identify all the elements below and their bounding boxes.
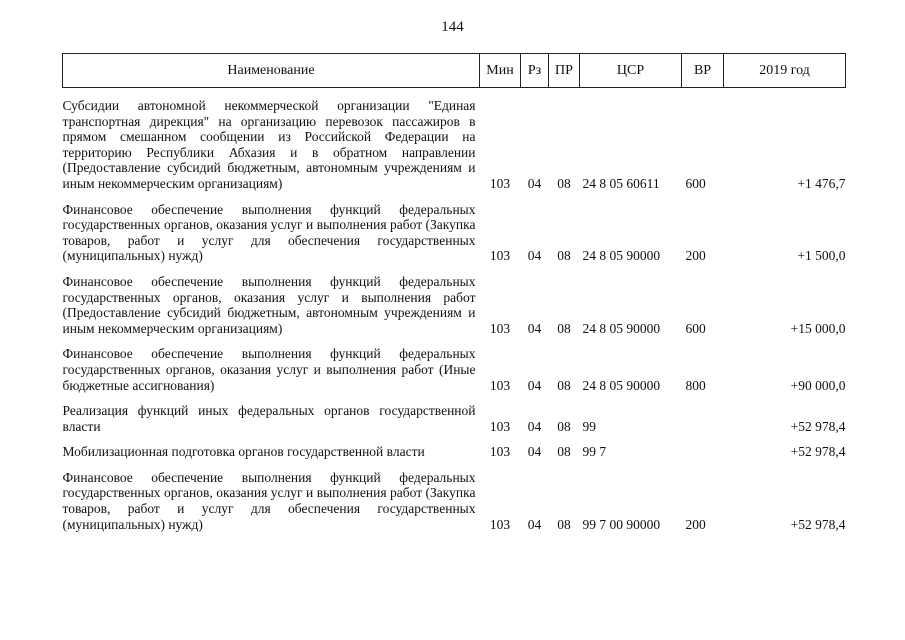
row-amount: +52 978,4 — [790, 516, 846, 532]
row-pr: 08 — [557, 320, 571, 336]
table-row — [63, 403, 846, 434]
row-csr: 99 7 00 90000 — [582, 516, 661, 532]
table-row — [63, 274, 846, 336]
row-rz: 04 — [527, 444, 542, 460]
row-name: Финансовое обеспечение выполнения функций федеральных государственных органов, оказания услуг и выполнения работ (Иные бюджетные ассигнования) — [62, 346, 476, 393]
row-rz: 04 — [527, 248, 542, 264]
row-min: 103 — [489, 248, 511, 264]
row-pr: 08 — [557, 175, 571, 191]
page-number: 144 — [441, 19, 464, 35]
row-vr: 800 — [685, 377, 706, 393]
row-rz: 04 — [527, 377, 542, 393]
row-vr — [682, 403, 724, 434]
header-min: Мин — [480, 54, 521, 88]
row-min: 103 — [489, 320, 511, 336]
table-row — [63, 444, 846, 460]
table-row — [63, 98, 846, 192]
row-amount: +90 000,0 — [790, 377, 846, 393]
row-vr: 600 — [685, 175, 706, 191]
row-csr: 24 8 05 60611 — [582, 175, 660, 191]
row-rz: 04 — [527, 175, 542, 191]
row-pr: 08 — [557, 444, 571, 460]
row-amount: +52 978,4 — [790, 418, 846, 434]
row-min: 103 — [489, 418, 511, 434]
row-name: Реализация функций иных федеральных органов государственной власти — [62, 403, 476, 434]
row-min: 103 — [489, 516, 511, 532]
table-row — [63, 202, 846, 264]
row-name: Финансовое обеспечение выполнения функций федеральных государственных органов, оказания услуг и выполнения работ (Закупка товаров, работ и услуг для обеспечения государственных (муниципальных) нужд) — [62, 201, 476, 264]
row-vr: 600 — [685, 320, 706, 336]
row-vr: 200 — [685, 248, 706, 264]
row-min: 103 — [489, 377, 511, 393]
row-min: 103 — [489, 175, 511, 191]
row-name: Финансовое обеспечение выполнения функций федеральных государственных органов, оказания услуг и выполнения работ (Закупка товаров, работ и услуг для обеспечения государственных (муниципальных) нужд) — [62, 469, 476, 532]
row-pr: 08 — [557, 516, 571, 532]
budget-table — [62, 53, 846, 532]
table-row — [63, 346, 846, 393]
row-name: Субсидии автономной некоммерческой организации "Единая транспортная дирекция" на организацию перевозок пассажиров в прямом смешанном сообщении из Российской Федерации на территорию Республики Абхазия и в обратном направлении (Предоставление субсидий бюджетным, автономным учреждениям и иным некоммерческим организациям) — [62, 98, 476, 191]
table-row — [63, 470, 846, 532]
row-csr: 99 — [582, 418, 596, 434]
header-pr: ПР — [549, 54, 580, 88]
row-pr: 08 — [557, 418, 571, 434]
row-amount: +52 978,4 — [790, 444, 846, 460]
row-min: 103 — [489, 444, 511, 460]
row-rz: 04 — [527, 516, 542, 532]
row-rz: 04 — [527, 320, 542, 336]
row-vr — [682, 444, 724, 460]
header-rz: Рз — [521, 54, 549, 88]
row-csr: 24 8 05 90000 — [582, 377, 661, 393]
row-pr: 08 — [557, 248, 571, 264]
row-name: Финансовое обеспечение выполнения функций федеральных государственных органов, оказания услуг и выполнения работ (Предоставление субсидий бюджетным, автономным учреждениям и иным некоммерческим организациям) — [62, 273, 476, 336]
row-amount: +1 476,7 — [797, 175, 846, 191]
table-header-row — [63, 54, 846, 88]
row-csr: 24 8 05 90000 — [582, 320, 661, 336]
row-pr: 08 — [557, 377, 571, 393]
header-csr: ЦСР — [580, 54, 682, 88]
row-vr: 200 — [685, 516, 706, 532]
row-amount: +1 500,0 — [797, 248, 846, 264]
row-rz: 04 — [527, 418, 542, 434]
row-amount: +15 000,0 — [790, 320, 846, 336]
header-year: 2019 год — [724, 54, 846, 88]
row-name: Мобилизационная подготовка органов государственной власти — [62, 444, 425, 460]
header-vr: ВР — [682, 54, 724, 88]
header-name: Наименование — [63, 54, 480, 88]
row-csr: 24 8 05 90000 — [582, 248, 661, 264]
row-csr: 99 7 — [582, 444, 607, 460]
